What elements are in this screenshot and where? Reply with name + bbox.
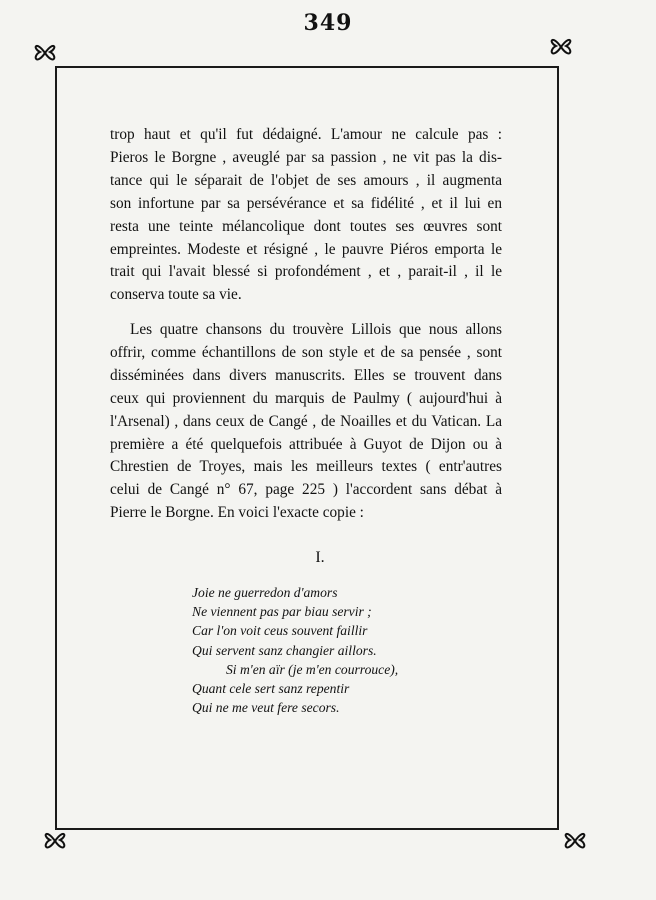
text-line: disséminées dans divers manuscrits. Elles se trouvent dans (110, 366, 502, 384)
text-line: trait qui l'avait blessé si profondément , et , parait-il , il le (110, 263, 502, 281)
text-line: celui de Cangé n° 67, page 225 ) l'accordent sans débat à (110, 481, 502, 499)
poem (192, 583, 398, 717)
poem-verse: Joie ne guerredon d'amors (192, 585, 338, 600)
text-line: son infortune par sa persévérance et sa fidélité , et il lui en (110, 194, 502, 212)
poem-verse: Qui servent sanz changier aillors. (192, 642, 377, 658)
poem-verse: Quant cele sert sanz repentir (192, 681, 350, 697)
flourish-icon (30, 38, 60, 68)
flourish-icon (40, 826, 70, 856)
text-line: Pieros le Borgne , aveuglé par sa passion , ne vit pas la dis- (110, 148, 502, 166)
text-line: l'Arsenal) , dans ceux de Cangé , de Noailles et du Vatican. La (110, 412, 502, 430)
poem-verse: Ne viennent pas par biau servir ; (192, 604, 372, 620)
text-line: Pierre le Borgne. En voici l'exacte copie : (110, 504, 364, 522)
poem-verse: Qui ne me veut fere secors. (192, 700, 340, 716)
section-heading: I. (315, 549, 325, 566)
text-line: Chrestien de Troyes, mais les meilleurs textes ( entr'autres (110, 458, 502, 476)
paragraph-1 (110, 124, 502, 307)
page-number: 349 (303, 10, 353, 36)
text-line: Les quatre chansons du trouvère Lillois que nous allons (130, 321, 502, 338)
text-line: empreintes. Modeste et résigné , le pauvre Piéros emporta le (110, 240, 502, 258)
text-line: conserva toute sa vie. (110, 286, 242, 304)
flourish-icon (560, 826, 590, 856)
text-line: trop haut et qu'il fut dédaigné. L'amour ne calcule pas : (110, 126, 502, 143)
text-line: offrir, comme échantillons de son style et de sa pensée , sont (110, 343, 502, 361)
paragraph-2 (110, 319, 502, 525)
text-line: tance qui le séparait de l'objet de ses amours , il augmenta (110, 171, 502, 189)
poem-verse: Si m'en aïr (je m'en courrouce), (226, 661, 399, 677)
text-line: resta une teinte mélancolique dont toutes ses œuvres sont (110, 217, 502, 235)
text-line: ceux qui proviennent du marquis de Paulmy ( aujourd'hui à (110, 389, 502, 407)
poem-verse: Car l'on voit ceus souvent faillir (192, 623, 368, 639)
text-line: première a été quelquefois attribuée à Guyot de Dijon ou à (110, 435, 502, 453)
flourish-icon (546, 32, 576, 62)
